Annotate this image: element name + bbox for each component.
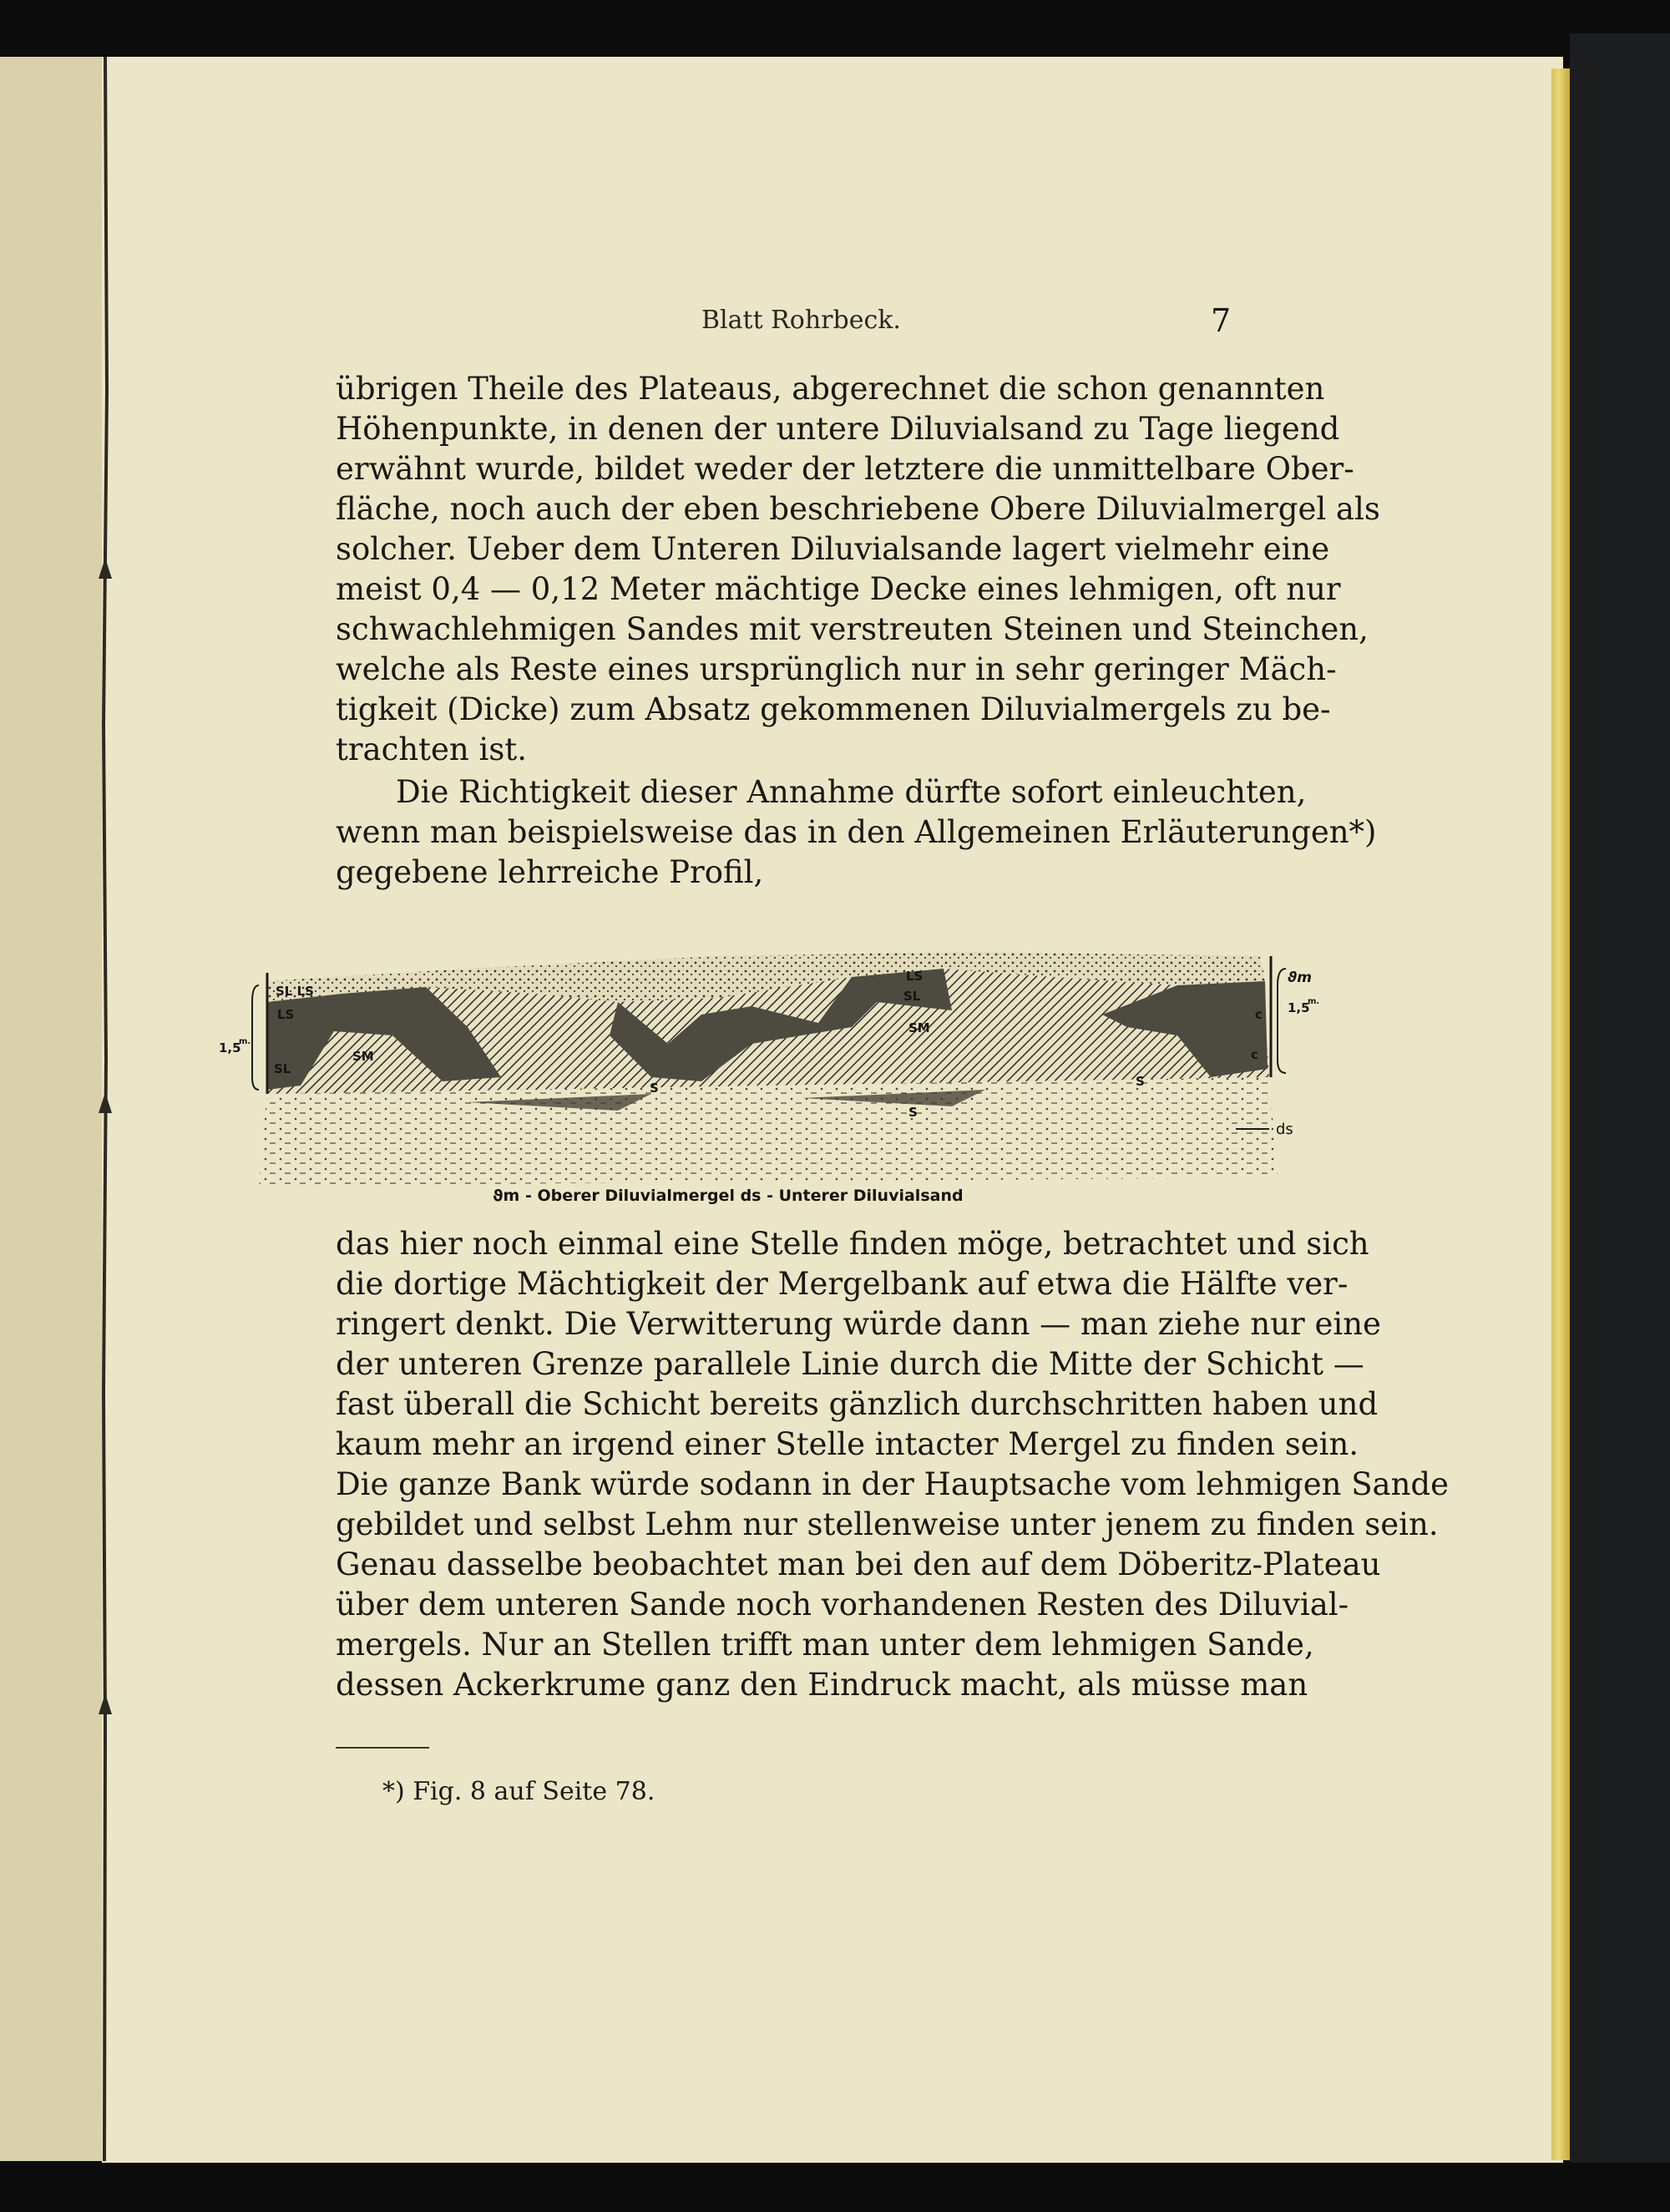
- label-sl-left: SL: [274, 1061, 291, 1076]
- text-line: die dortige Mächtigkeit der Mergelbank auf etwa die Hälfte ver-: [336, 1266, 1349, 1302]
- label-c-upper: c: [1255, 1007, 1263, 1022]
- text-line: gebildet und selbst Lehm nur stellenweise unter jenem zu finden sein.: [336, 1506, 1439, 1542]
- text-line: übrigen Theile des Plateaus, abgerechnet die schon genannten: [336, 371, 1325, 407]
- text-line: meist 0,4 — 0,12 Meter mächtige Decke eines lehmigen, oft nur: [336, 571, 1341, 607]
- label-thickness-left-unit: m.: [239, 1037, 251, 1046]
- label-s-lower: S: [650, 1081, 659, 1096]
- text-line: schwachlehmigen Sandes mit verstreuten Steinen und Steinchen,: [336, 611, 1369, 647]
- text-line: Höhenpunkte, in denen der untere Diluvialsand zu Tage liegend: [336, 411, 1340, 447]
- text-line: der unteren Grenze parallele Linie durch die Mitte der Schicht —: [336, 1346, 1364, 1382]
- label-s-right: S: [1136, 1074, 1145, 1089]
- text-line: Die Richtigkeit dieser Annahme dürfte sofort einleuchten,: [396, 774, 1307, 810]
- text-line: mergels. Nur an Stellen trifft man unter dem lehmigen Sande,: [336, 1627, 1314, 1663]
- label-thickness-left: 1,5: [219, 1040, 241, 1055]
- lower-sand-layer: [259, 1077, 1278, 1186]
- text-line: wenn man beispielsweise das in den Allgemeinen Erläuterungen*): [336, 814, 1377, 850]
- cover-bottom-edge: [0, 2163, 1670, 2212]
- label-dm-right: ϑm: [1288, 969, 1312, 986]
- text-line: ringert denkt. Die Verwitterung würde dann — man ziehe nur eine: [336, 1306, 1381, 1342]
- label-ls-center: LS: [906, 969, 924, 984]
- gilt-page-edge: [1551, 68, 1570, 2160]
- footnote: *) Fig. 8 auf Seite 78.: [382, 1777, 655, 1806]
- label-ds-right: ds: [1276, 1121, 1293, 1138]
- text-line: dessen Ackerkrume ganz den Eindruck macht, als müsse man: [336, 1667, 1308, 1703]
- text-line: Die ganze Bank würde sodann in der Hauptsache vom lehmigen Sande: [336, 1466, 1450, 1502]
- footnote-rule: [336, 1747, 429, 1749]
- figure-caption: ϑm - Oberer Diluvialmergel ds - Unterer Diluvialsand: [493, 1187, 964, 1205]
- geological-profile-figure: [217, 935, 1353, 1211]
- facing-page-edge: [0, 57, 107, 2161]
- cover-top-edge: [0, 0, 1670, 57]
- text-line: welche als Reste eines ursprünglich nur in sehr geringer Mäch-: [336, 651, 1337, 687]
- label-sm-left: SM: [352, 1049, 374, 1064]
- label-c-lower: c: [1251, 1047, 1258, 1062]
- text-line: solcher. Ueber dem Unteren Diluvialsande lagert vielmehr eine: [336, 531, 1330, 567]
- binding-thread: [94, 57, 119, 2161]
- text-line: über dem unteren Sande noch vorhandenen Resten des Diluvial-: [336, 1587, 1349, 1622]
- page-number: 7: [1211, 302, 1232, 339]
- label-sl-ls-top: SL LS: [276, 984, 314, 999]
- label-sm-right: SM: [908, 1020, 930, 1035]
- text-line: gegebene lehrreiche Profil,: [336, 854, 764, 890]
- text-line: erwähnt wurde, bildet weder der letztere die unmittelbare Ober-: [336, 451, 1354, 487]
- text-line: fast überall die Schicht bereits gänzlich durchschritten haben und: [336, 1386, 1379, 1422]
- label-s-mid: S: [908, 1105, 918, 1120]
- text-line: trachten ist.: [336, 731, 527, 767]
- label-thickness-right-unit: m.: [1308, 997, 1320, 1006]
- text-line: das hier noch einmal eine Stelle finden möge, betrachtet und sich: [336, 1226, 1369, 1262]
- label-sl-center: SL: [903, 989, 921, 1004]
- text-line: tigkeit (Dicke) zum Absatz gekommenen Diluvialmergels zu be-: [336, 691, 1331, 727]
- running-head: Blatt Rohrbeck.: [701, 306, 901, 335]
- book-cover-right: [1570, 33, 1670, 2212]
- text-line: fläche, noch auch der eben beschriebene Obere Diluvialmergel als: [336, 491, 1380, 527]
- label-ls-left: LS: [277, 1007, 295, 1022]
- label-thickness-right: 1,5: [1288, 1000, 1310, 1015]
- text-line: Genau dasselbe beobachtet man bei den auf dem Döberitz-Plateau: [336, 1546, 1381, 1582]
- text-line: kaum mehr an irgend einer Stelle intacter Mergel zu finden sein.: [336, 1426, 1359, 1462]
